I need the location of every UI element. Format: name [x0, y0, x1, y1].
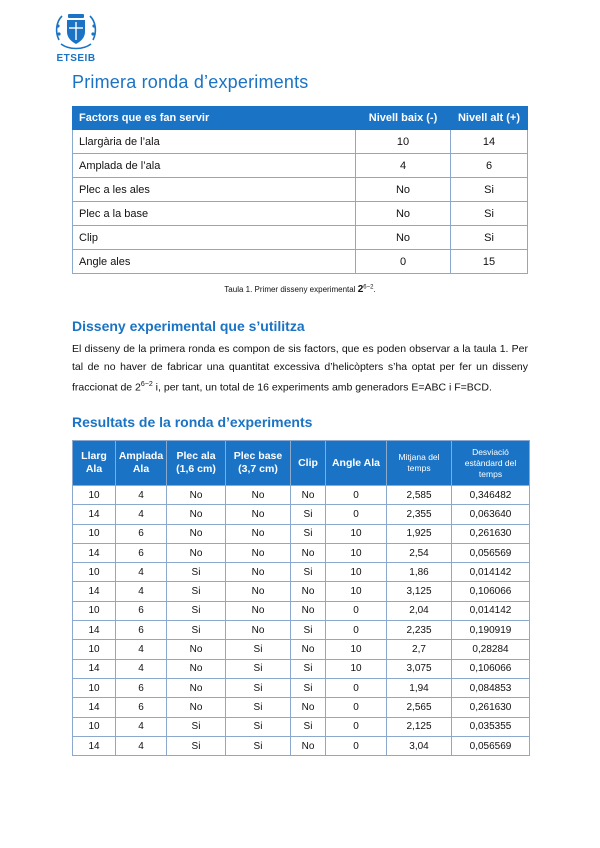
table-cell: 0 — [326, 698, 387, 717]
caption-base: 2 — [357, 284, 364, 295]
table-cell: No — [226, 486, 291, 505]
table-cell: No — [291, 736, 326, 755]
section-heading-design: Disseny experimental que s’utilitza — [72, 318, 305, 334]
table-cell: 0 — [326, 505, 387, 524]
header-factors: Factors que es fan servir — [73, 107, 356, 130]
table-cell: No — [291, 486, 326, 505]
table-cell: Si — [291, 678, 326, 697]
table-cell: No — [226, 601, 291, 620]
table-cell: 0,014142 — [452, 601, 530, 620]
table-header-row — [73, 107, 528, 130]
table-cell: 4 — [116, 486, 167, 505]
table-cell: 10 — [73, 563, 116, 582]
header-mean-time: Mitjana del temps — [387, 441, 452, 486]
table-cell: 10 — [326, 543, 387, 562]
table-cell: 6 — [116, 524, 167, 543]
header-wing-angle: Angle Ala — [326, 441, 387, 486]
table-cell: Si — [167, 717, 226, 736]
header-std-time: Desviació estàndard del temps — [452, 441, 530, 486]
table-cell: No — [226, 524, 291, 543]
table-row — [73, 678, 530, 697]
header-wing-width: Amplada Ala — [116, 441, 167, 486]
table-cell: 4 — [116, 717, 167, 736]
results-table — [72, 440, 530, 756]
caption-end: . — [373, 285, 376, 294]
header-base-fold: Plec base (3,7 cm) — [226, 441, 291, 486]
table-cell: 6 — [116, 678, 167, 697]
header-low-level: Nivell baix (-) — [356, 107, 451, 130]
etseib-logo — [52, 10, 100, 66]
table-row — [73, 543, 530, 562]
table-cell: 6 — [116, 543, 167, 562]
table-header-row — [73, 441, 530, 486]
table-cell: 2,565 — [387, 698, 452, 717]
table-cell: No — [356, 178, 451, 202]
table-cell: Si — [291, 524, 326, 543]
table-cell: Si — [226, 717, 291, 736]
table-cell: 4 — [116, 640, 167, 659]
table-cell: No — [226, 543, 291, 562]
table-row — [73, 717, 530, 736]
table-row — [73, 601, 530, 620]
table-cell: 0 — [326, 601, 387, 620]
table-cell: Si — [167, 621, 226, 640]
design-paragraph — [72, 341, 528, 397]
table-row — [73, 524, 530, 543]
table-row — [73, 130, 528, 154]
table-cell: 1,925 — [387, 524, 452, 543]
table-cell: 10 — [73, 717, 116, 736]
table-cell: 1,94 — [387, 678, 452, 697]
table-cell: Si — [226, 640, 291, 659]
paragraph-text-b: i, per tant, un total de 16 experiments amb generadors E=ABC i F=BCD. — [152, 381, 492, 394]
table-cell: Llargària de l’ala — [73, 130, 356, 154]
table-cell: 14 — [73, 698, 116, 717]
table-cell: 0 — [326, 736, 387, 755]
table-cell: 14 — [73, 505, 116, 524]
table-cell: 0,035355 — [452, 717, 530, 736]
table-cell: Si — [226, 736, 291, 755]
table-cell: 14 — [451, 130, 528, 154]
table-cell: 10 — [73, 486, 116, 505]
table-cell: No — [291, 601, 326, 620]
table-row — [73, 226, 528, 250]
table-row — [73, 154, 528, 178]
table-cell: No — [167, 505, 226, 524]
table-cell: Plec a la base — [73, 202, 356, 226]
table-cell: Si — [291, 505, 326, 524]
table-cell: 14 — [73, 659, 116, 678]
table-cell: 14 — [73, 582, 116, 601]
table-cell: Si — [291, 659, 326, 678]
table-cell: 4 — [116, 659, 167, 678]
table-cell: 2,04 — [387, 601, 452, 620]
table-cell: 0,014142 — [452, 563, 530, 582]
table-row — [73, 178, 528, 202]
table-cell: 10 — [326, 582, 387, 601]
table-cell: 14 — [73, 736, 116, 755]
header-clip: Clip — [291, 441, 326, 486]
table-cell: 4 — [116, 563, 167, 582]
header-wing-fold: Plec ala (1,6 cm) — [167, 441, 226, 486]
table-cell: Si — [167, 582, 226, 601]
table-row — [73, 659, 530, 678]
table-cell: 4 — [116, 582, 167, 601]
table-cell: No — [226, 621, 291, 640]
table-cell: No — [226, 582, 291, 601]
table-cell: Si — [451, 226, 528, 250]
table-cell: Si — [226, 659, 291, 678]
table-row — [73, 563, 530, 582]
table-row — [73, 202, 528, 226]
table-cell: 2,7 — [387, 640, 452, 659]
table-cell: 0,063640 — [452, 505, 530, 524]
table-cell: No — [226, 563, 291, 582]
table-cell: 3,075 — [387, 659, 452, 678]
table-cell: 2,125 — [387, 717, 452, 736]
table-cell: Clip — [73, 226, 356, 250]
table-cell: 3,04 — [387, 736, 452, 755]
table-cell: No — [167, 486, 226, 505]
table-cell: 0,28284 — [452, 640, 530, 659]
table-cell: 0,056569 — [452, 736, 530, 755]
table-cell: 2,585 — [387, 486, 452, 505]
table-cell: 6 — [451, 154, 528, 178]
table-cell: Amplada de l’ala — [73, 154, 356, 178]
table-row — [73, 250, 528, 274]
table-cell: Si — [291, 563, 326, 582]
table-cell: Plec a les ales — [73, 178, 356, 202]
table-cell: 0,106066 — [452, 659, 530, 678]
table-cell: 10 — [73, 640, 116, 659]
table-cell: Si — [167, 736, 226, 755]
table-cell: 14 — [73, 543, 116, 562]
table-cell: Si — [167, 563, 226, 582]
table-cell: 0 — [326, 717, 387, 736]
table-cell: No — [226, 505, 291, 524]
table-cell: 10 — [326, 524, 387, 543]
table-row — [73, 640, 530, 659]
table-cell: 15 — [451, 250, 528, 274]
table-cell: 10 — [326, 640, 387, 659]
crest-icon — [53, 10, 99, 52]
table-cell: Si — [451, 202, 528, 226]
table-cell: 10 — [326, 563, 387, 582]
table-cell: 0,056569 — [452, 543, 530, 562]
table-cell: 6 — [116, 601, 167, 620]
table-cell: 0,084853 — [452, 678, 530, 697]
table-cell: 3,125 — [387, 582, 452, 601]
table-row — [73, 582, 530, 601]
table-row — [73, 486, 530, 505]
table-cell: 10 — [326, 659, 387, 678]
table-cell: Si — [291, 717, 326, 736]
table-cell: 10 — [73, 678, 116, 697]
table-cell: 10 — [73, 601, 116, 620]
header-high-level: Nivell alt (+) — [451, 107, 528, 130]
table-cell: 0 — [356, 250, 451, 274]
table-cell: 6 — [116, 621, 167, 640]
table-cell: 0 — [326, 621, 387, 640]
table-cell: Si — [291, 621, 326, 640]
logo-text: ETSEIB — [56, 53, 96, 64]
paragraph-exponent: 6−2 — [140, 381, 153, 388]
table-cell: 2,54 — [387, 543, 452, 562]
table-cell: 4 — [116, 736, 167, 755]
table-cell: No — [167, 640, 226, 659]
table-cell: 10 — [356, 130, 451, 154]
table-cell: No — [291, 640, 326, 659]
table-cell: 4 — [116, 505, 167, 524]
table-cell: 2,355 — [387, 505, 452, 524]
header-wing-length: Llarg Ala — [73, 441, 116, 486]
table-cell: 1,86 — [387, 563, 452, 582]
table-cell: 2,235 — [387, 621, 452, 640]
table-cell: No — [167, 698, 226, 717]
table-cell: No — [167, 659, 226, 678]
table-cell: 6 — [116, 698, 167, 717]
table-row — [73, 736, 530, 755]
table-cell: Si — [451, 178, 528, 202]
table-cell: 4 — [356, 154, 451, 178]
caption-exponent: 6−2 — [363, 284, 374, 291]
table-cell: 0,261630 — [452, 698, 530, 717]
table-cell: Si — [226, 698, 291, 717]
factors-table — [72, 106, 528, 274]
table-cell: No — [167, 543, 226, 562]
caption-text: Taula 1. Primer disseny experimental — [224, 285, 356, 294]
table-cell: 0 — [326, 486, 387, 505]
page-title: Primera ronda d’experiments — [72, 72, 309, 92]
table-cell: 0,190919 — [452, 621, 530, 640]
table-cell: 0 — [326, 678, 387, 697]
table-cell: No — [167, 678, 226, 697]
table-cell: 0,261630 — [452, 524, 530, 543]
table-cell: No — [356, 226, 451, 250]
table-caption — [0, 284, 600, 295]
table-cell: No — [291, 698, 326, 717]
table-cell: 0,346482 — [452, 486, 530, 505]
paragraph-text-a: El disseny de la primera ronda es compon de sis factors, que es poden observar a la taula 1. Per tal de no haver de fabricar una quantitat excessiva d’helicòpters s’ha optat per fer un disseny fraccionat de 2 — [72, 343, 528, 394]
table-cell: 14 — [73, 621, 116, 640]
table-cell: Angle ales — [73, 250, 356, 274]
table-cell: No — [167, 524, 226, 543]
table-row — [73, 621, 530, 640]
table-row — [73, 505, 530, 524]
table-cell: Si — [167, 601, 226, 620]
table-cell: No — [291, 543, 326, 562]
table-cell: 0,106066 — [452, 582, 530, 601]
table-row — [73, 698, 530, 717]
section-heading-results: Resultats de la ronda d’experiments — [72, 414, 313, 430]
table-cell: Si — [226, 678, 291, 697]
table-cell: No — [291, 582, 326, 601]
table-cell: No — [356, 202, 451, 226]
table-cell: 10 — [73, 524, 116, 543]
